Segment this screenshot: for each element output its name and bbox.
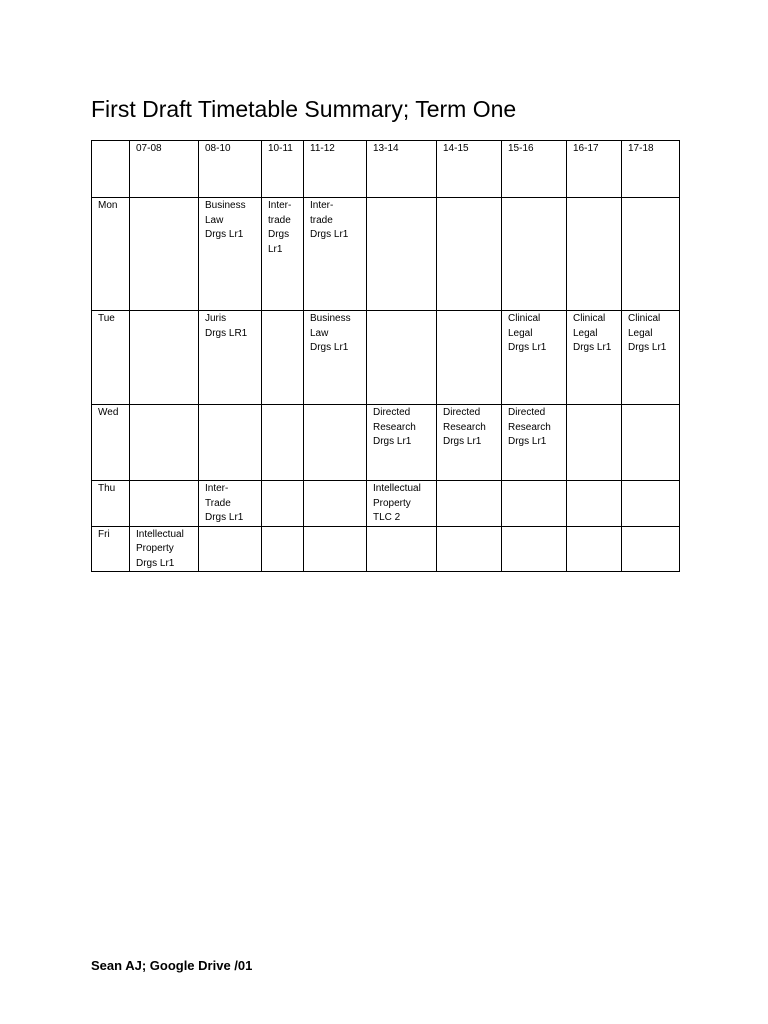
cell-text-line: Drgs Lr1: [443, 436, 482, 447]
timetable-cell: [437, 311, 502, 405]
timetable-cell: [567, 526, 622, 572]
timetable-body: [92, 198, 680, 572]
cell-text-line: Business: [205, 200, 246, 211]
cell-text-line: Research: [508, 421, 551, 433]
column-header-07-08: 07-08: [130, 141, 199, 198]
cell-text-line: Drgs Lr1: [205, 229, 244, 240]
timetable-cell: [199, 311, 262, 405]
day-label: Wed: [92, 405, 130, 481]
cell-text-line: Drgs Lr1: [508, 436, 547, 447]
column-header-16-17: 16-17: [567, 141, 622, 198]
timetable-cell: [262, 311, 304, 405]
cell-text-line: Trade: [205, 497, 231, 509]
cell-text-line: Clinical: [508, 313, 541, 324]
timetable-cell: [622, 405, 680, 481]
timetable-cell: [130, 405, 199, 481]
cell-text-line: trade: [310, 214, 333, 226]
timetable-cell: [437, 526, 502, 572]
cell-text-line: Drgs Lr1: [373, 436, 412, 447]
timetable-row-wed: [92, 405, 680, 481]
day-label: Fri: [92, 526, 130, 572]
cell-text-line: Inter-: [205, 483, 229, 494]
timetable-cell: [304, 198, 367, 311]
day-label: Tue: [92, 311, 130, 405]
timetable-cell: [304, 481, 367, 527]
cell-text-line: Drgs Lr1: [573, 342, 612, 353]
timetable-cell: [130, 311, 199, 405]
cell-text-line: Drgs Lr1: [205, 512, 244, 523]
cell-text-line: Legal: [573, 327, 598, 339]
cell-text-line: Property: [136, 543, 174, 554]
timetable-cell: [502, 405, 567, 481]
timetable-cell: [130, 481, 199, 527]
cell-text-line: Lr1: [268, 243, 283, 255]
timetable: [91, 140, 680, 572]
timetable-cell: [567, 481, 622, 527]
cell-text-line: Business: [310, 313, 351, 324]
timetable-cell: [304, 405, 367, 481]
timetable-cell: [262, 481, 304, 527]
timetable-row-fri: [92, 526, 680, 572]
timetable-cell: [437, 481, 502, 527]
timetable-cell: [130, 526, 199, 572]
column-header-11-12: 11-12: [304, 141, 367, 198]
timetable-cell: [199, 198, 262, 311]
cell-text-line: Property: [373, 497, 411, 509]
timetable-cell: [502, 526, 567, 572]
cell-text-line: Drgs Lr1: [136, 557, 175, 569]
timetable-cell: [367, 481, 437, 527]
cell-text-line: Drgs: [268, 229, 290, 240]
cell-text-line: Drgs Lr1: [310, 342, 349, 353]
timetable-cell: [502, 311, 567, 405]
timetable-cell: [130, 198, 199, 311]
cell-text-line: Law: [310, 327, 329, 339]
cell-text-line: trade: [268, 214, 291, 226]
day-label: Mon: [92, 198, 130, 311]
timetable-cell: [367, 198, 437, 311]
column-header-08-10: 08-10: [199, 141, 262, 198]
timetable-cell: [622, 526, 680, 572]
timetable-cell: [502, 481, 567, 527]
timetable-row-thu: [92, 481, 680, 527]
timetable-cell: [367, 526, 437, 572]
cell-text-line: Drgs LR1: [205, 327, 248, 339]
cell-text-line: Drgs Lr1: [628, 342, 667, 353]
timetable-cell: [199, 526, 262, 572]
cell-text-line: Legal: [508, 327, 533, 339]
timetable-row-tue: [92, 311, 680, 405]
column-header-14-15: 14-15: [437, 141, 502, 198]
day-label: Thu: [92, 481, 130, 527]
timetable-cell: [304, 526, 367, 572]
cell-text-line: Research: [443, 421, 486, 433]
cell-text-line: Directed: [508, 407, 546, 418]
cell-text-line: Inter-: [310, 200, 334, 211]
cell-text-line: Intellectual: [136, 528, 184, 540]
cell-text-line: Drgs Lr1: [310, 229, 349, 240]
timetable-cell: [199, 405, 262, 481]
timetable-cell: [437, 198, 502, 311]
cell-text-line: Intellectual: [373, 483, 421, 494]
cell-text-line: Inter-: [268, 200, 292, 211]
timetable-cell: [622, 311, 680, 405]
timetable-row-mon: [92, 198, 680, 311]
cell-text-line: Juris: [205, 313, 227, 324]
column-header-10-11: 10-11: [262, 141, 304, 198]
timetable-cell: [367, 311, 437, 405]
cell-text-line: Clinical: [628, 313, 661, 324]
timetable-cell: [304, 311, 367, 405]
cell-text-line: Legal: [628, 327, 653, 339]
cell-text-line: Directed: [373, 407, 411, 418]
timetable-cell: [199, 481, 262, 527]
page-title: First Draft Timetable Summary; Term One: [91, 96, 517, 122]
timetable-cell: [622, 198, 680, 311]
footer-text: Sean AJ; Google Drive /01: [91, 958, 253, 973]
cell-text-line: TLC 2: [373, 512, 401, 523]
timetable-cell: [262, 198, 304, 311]
timetable-cell: [437, 405, 502, 481]
header-row: [92, 141, 680, 198]
column-header-17-18: 17-18: [622, 141, 680, 198]
timetable-cell: [567, 198, 622, 311]
cell-text-line: Directed: [443, 407, 481, 418]
column-header-13-14: 13-14: [367, 141, 437, 198]
cell-text-line: Research: [373, 421, 416, 433]
timetable-cell: [567, 311, 622, 405]
cell-text-line: Drgs Lr1: [508, 342, 547, 353]
timetable-cell: [367, 405, 437, 481]
timetable-cell: [502, 198, 567, 311]
column-header-15-16: 15-16: [502, 141, 567, 198]
cell-text-line: Law: [205, 214, 224, 226]
timetable-cell: [262, 526, 304, 572]
corner-cell: [92, 141, 130, 198]
timetable-cell: [262, 405, 304, 481]
timetable-cell: [622, 481, 680, 527]
timetable-cell: [567, 405, 622, 481]
cell-text-line: Clinical: [573, 313, 606, 324]
